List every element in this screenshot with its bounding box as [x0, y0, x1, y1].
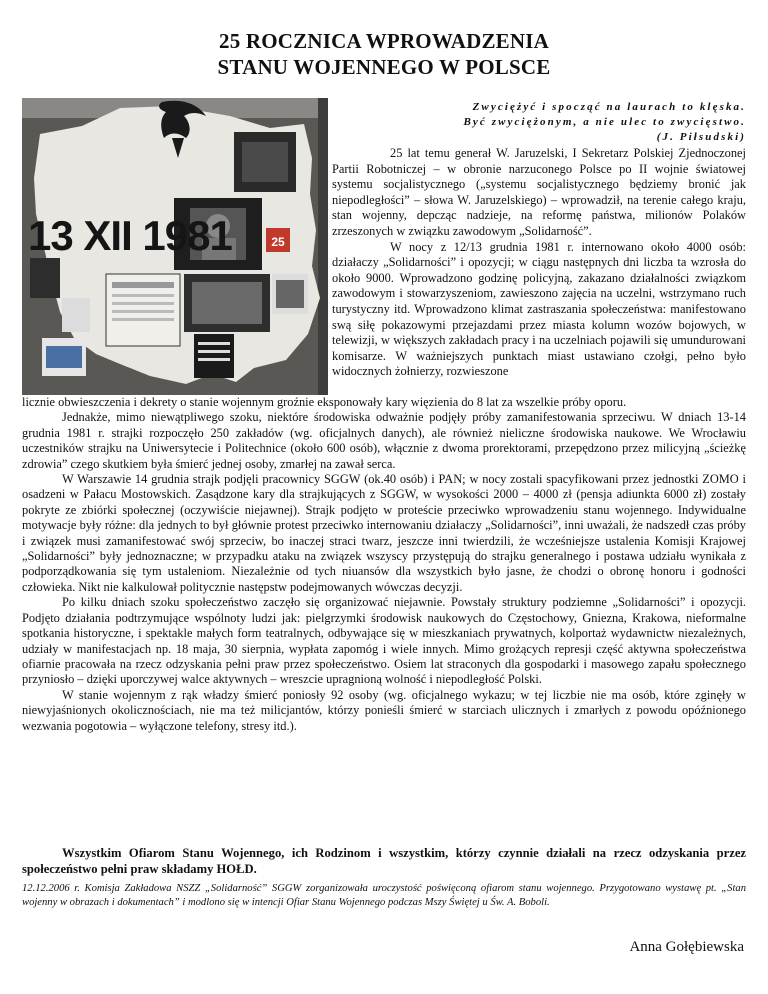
body-text: [22, 395, 746, 734]
lead-text: [332, 146, 746, 380]
quote-line-1: Zwyciężyć i spocząć na laurach to klęska.: [472, 101, 746, 113]
anniversary-badge: 25: [271, 235, 285, 249]
body-paragraph-5: W stanie wojennym z rąk władzy śmierć poniosły 92 osoby (wg. oficjalnego wykazu; w tej liczbie nie ma osób, które zginęły w niewyjaśnionych okolicznościach, nie ma też milicjantów, którzy ponieśli śmierć w starciach ulicznych i zmarłych z powodu opóźnionego wezwania pogotowia – wyłączone telefony, stresy itd.).: [22, 687, 746, 733]
body-paragraph-3: W Warszawie 14 grudnia strajk podjęli pracownicy SGGW (ok.40 osób) i PAN; w nocy zostali spacyfikowani przez jednostki ZOMO i osadzeni w Pałacu Mostowskich. Zasądzone kary dla strajkujących z SGGW, w wysokości 2000 – 4000 zł (pensja adiunkta 6000 zł) zostały pokryte ze zbiórki społecznej (oczywiście niejawnej). Strajk podjęto w proteście przeciwko wprowadzeniu stanu wojennego. Indywidualne motywacje były różne: dla jednych to był głównie protest przeciwko internowaniu działaczy „Solidarności”, inni uważali, że nadszedł czas próby i związek musi zamanifestować swój sprzeciw, bo inaczej straci twarz, jeszcze inni twierdzili, że wcześniejsze ustalenia Komisji Krajowej „Solidarności” były jednoznaczne; w przypadku ataku na związek wszyscy przystępują do strajku generalnego i postawa udziału wynikała z podporządkowania się tym ustaleniom. Niezależnie od tych niuansów dla wszystkich było jasne, że chodzi o obronę honoru i godności człowieka. Nikt nie kalkulował politycznie następstw podejmowanych wówczas decyzji.: [22, 472, 746, 594]
author-signature: Anna Gołębiewska: [629, 939, 744, 955]
body-paragraph-2: Jednakże, mimo niewątpliwego szoku, niektóre środowiska odważnie podjęły próby zamanifestowania sprzeciwu. W dniach 13-14 grudnia 1981 r. strajki rozpoczęło 250 zakładów (wg. oficjalnych danych), ale również nieliczne środowiska naukowe. We Wrocławiu uczestników strajku na Uniwersytecie i Politechnice (około 600 osób), włącznie z dwoma prorektorami, przepędzono przez milicyjną „ścieżkę zdrowia” czego skutkiem była śmierć jednej osoby, zmarłej na zawał serca.: [22, 410, 746, 471]
lead-paragraph-1: 25 lat temu generał W. Jaruzelski, I Sekretarz Polskiej Zjednoczonej Partii Robotniczej – w obronie narzuconego Polsce po II wojnie światowej systemu socjalistycznego („systemu socjalistycznego będziemy bronić jak niepodległości” – słowa W. Jaruzelskiego) – wprowadził, na terenie całego kraju, stan wojenny, depcząc nadzieje, na reformę państwa, milionów Polaków zrzeszonych w związku zawodowym „Solidarność”.: [332, 146, 746, 238]
date-lettering: 13 XII 1981: [28, 212, 232, 259]
body-paragraph-4: Po kilku dniach szoku społeczeństwo zaczęło się organizować niejawnie. Powstały struktury podziemne „Solidarności” i opozycji. Podjęto działania podtrzymujące wspólnoty ludzi jak: pielgrzymki środowisk naukowych do Częstochowy, Gniezna, Krakowa, nieformalne spotkania historyczne, i spektakle małych form teatralnych, odbywające się w mieszkaniach prywatnych, kolportaż wydawnictw niezależnych, udziały w manifestacjach np. 18 maja, 30 sierpnia, wypłata zapomóg i wiele innych. Mimo grożących represji część aktywna społeczeństwa ofiarnie pracowała na rzecz odzyskania pełni praw przez społeczeństwo. Osiem lat straconych dla gospodarki i masowego zapału społecznego przyniosło – dzięki uporczywej walce aktywnych – wreszcie upragnioną wolność i niepodległość Polski.: [22, 595, 746, 687]
lead-paragraph-2: W nocy z 12/13 grudnia 1981 r. internowano około 4000 osób: działaczy „Solidarności” i opozycji; w ciągu następnych dni liczba ta wzrosła do około 9000. Wprowadzono godzinę policyjną, zakazano działalności związkom zawodowym i stowarzyszeniom, zawieszono zajęcia na uczelni, wstrzymano ruch turystyczny itd. Wprowadzono klimat zastraszania społeczeństwa: manifestowano swą siłę pokazowymi przejazdami przez miasta kolumn wozów bojowych, w telewizji, w większych zakładach pracy i na uczelniach pojawili się umundurowani komisarze. W ważniejszych punktach miast ustawiano czołgi, pełno było widocznych żołnierzy, rozwieszone: [332, 239, 746, 379]
exhibition-photo: [22, 98, 328, 395]
quote-author: (J. Piłsudski): [656, 131, 746, 143]
event-note: 12.12.2006 r. Komisja Zakładowa NSZZ „Solidarność” SGGW zorganizowała uroczystość poświęconą ofiarom stanu wojennego. Przygotowano wystawę pt. „Stan wojenny w obrazach i dokumentach” i modlono się w intencji Ofiar Stanu Wojennego podczas Mszy Świętej u Św. A. Boboli.: [22, 883, 746, 908]
quote: [326, 100, 746, 145]
body-paragraph-1: licznie obwieszczenia i dekrety o stanie wojennym groźnie eksponowały kary więzienia do 8 lat za wszelkie próby oporu.: [22, 395, 627, 409]
exhibition-board-image: [22, 98, 328, 395]
title-line-2: STANU WOJENNEGO W POLSCE: [217, 55, 551, 79]
title-line-1: 25 ROCZNICA WPROWADZENIA: [219, 29, 549, 53]
closing-tribute: Wszystkim Ofiarom Stanu Wojennego, ich Rodzinom i wszystkim, którzy czynnie działali na rzecz odzyskania przez społeczeństwo pełni praw składamy HOŁD.: [22, 846, 746, 876]
page-title: [0, 28, 768, 80]
quote-line-2: Być zwyciężonym, a nie ulec to zwycięstwo.: [463, 116, 746, 128]
